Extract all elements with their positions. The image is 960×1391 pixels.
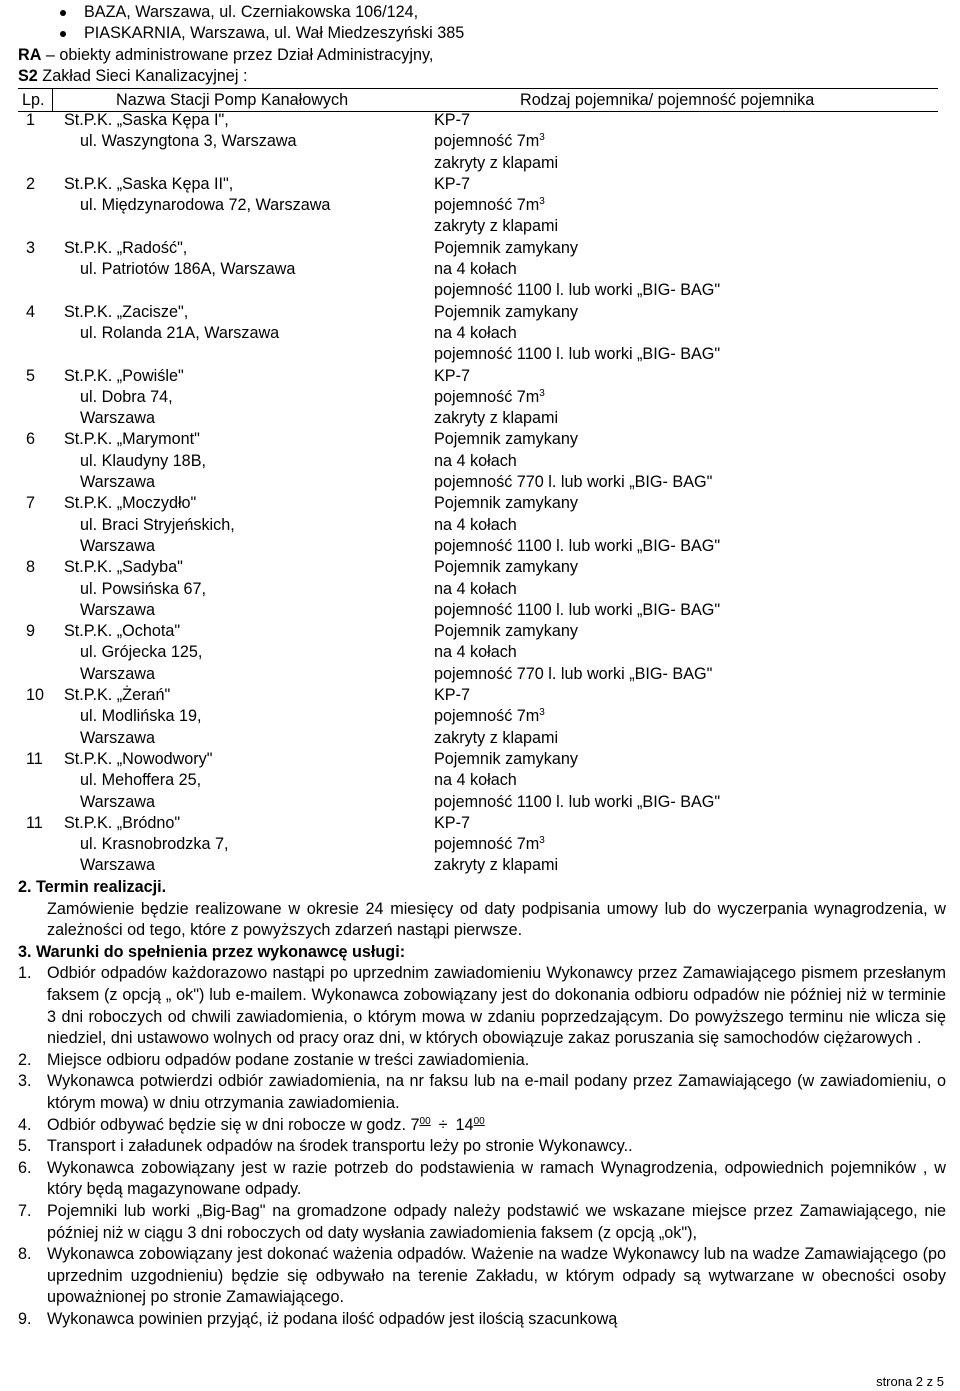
ra-text: – obiekty administrowane przez Dział Administracyjny, (41, 46, 434, 64)
station-name (64, 110, 297, 153)
condition-text: Wykonawca zobowiązany jest w razie potrzeb do podstawienia w ramach Wynagrodzenia, odpowiednich pojemników , w który będą magazynowane odpady. (47, 1158, 946, 1199)
kind-text: na 4 kołach (434, 579, 517, 598)
station-address: Warszawa (80, 473, 155, 492)
ra-line (18, 45, 433, 66)
condition-item (18, 1115, 946, 1137)
station-address: ul. Patriotów 186A, Warszawa (80, 260, 296, 279)
kind-line (434, 259, 720, 280)
station-address: ul. Braci Stryjeńskich, (80, 515, 235, 534)
condition-text: Odbiór odbywać będzie się w dni robocze w godz. 7 (47, 1115, 420, 1134)
kind-line (434, 557, 720, 578)
kind-text: Pojemnik zamykany (434, 558, 578, 577)
station-address: ul. Rolanda 21A, Warszawa (80, 323, 280, 342)
kind-text: Pojemnik zamykany (434, 749, 578, 768)
row-number: 4 (26, 302, 36, 321)
kind-line (434, 323, 720, 344)
kind-line (434, 579, 720, 600)
station-title: St.P.K. „Żerań" (64, 686, 171, 705)
station-address: ul. Grójecka 125, (80, 643, 203, 662)
kind-line (434, 472, 712, 493)
container-kind (434, 238, 720, 302)
time-superscript: 00 (473, 1115, 485, 1127)
container-kind (434, 621, 712, 685)
kind-line (434, 600, 720, 621)
station-name (64, 366, 184, 430)
container-kind (434, 685, 558, 749)
kind-text: pojemność 770 l. lub worki „BIG- BAG" (434, 664, 713, 683)
kind-line (434, 195, 558, 216)
conditions-list (18, 963, 946, 1330)
bullet-item (58, 2, 464, 23)
kind-text: na 4 kołach (434, 260, 517, 279)
table-row (0, 238, 960, 302)
s2-abbr: S2 (18, 67, 38, 85)
station-name (64, 813, 228, 877)
condition-number: 1. (18, 964, 32, 983)
bullet-icon (60, 31, 66, 37)
table-row (0, 174, 960, 238)
station-name (64, 493, 235, 557)
station-title: St.P.K. „Zacisze", (64, 302, 189, 321)
ra-abbr: RA (18, 46, 42, 64)
container-kind (434, 493, 720, 557)
section2-heading: 2. Termin realizacji. (18, 878, 167, 896)
kind-line (434, 706, 558, 727)
kind-text: KP-7 (434, 366, 470, 385)
station-name (64, 621, 202, 685)
bullet-text: BAZA, Warszawa, ul. Czerniakowska 106/124, (84, 3, 419, 21)
header-kind: Rodzaj pojemnika/ pojemność pojemnika (520, 91, 815, 109)
kind-line (434, 451, 712, 472)
station-address: Warszawa (80, 664, 155, 683)
kind-text: pojemność 1100 l. lub worki „BIG- BAG" (434, 345, 721, 364)
header-lp: Lp. (22, 91, 45, 109)
kind-line (434, 429, 712, 450)
station-address: ul. Międzynarodowa 72, Warszawa (80, 196, 331, 215)
condition-item (18, 1136, 946, 1158)
kind-line (434, 749, 720, 770)
table-row (0, 302, 960, 366)
container-kind (434, 749, 720, 813)
container-kind (434, 366, 558, 430)
kind-line (434, 174, 558, 195)
kind-line (434, 515, 720, 536)
station-title: St.P.K. „Sadyba" (64, 558, 183, 577)
station-title: St.P.K. „Marymont" (64, 430, 200, 449)
station-title: St.P.K. „Powiśle" (64, 366, 184, 385)
kind-line (434, 728, 558, 749)
kind-text: KP-7 (434, 686, 470, 705)
kind-line (434, 834, 558, 855)
kind-text: pojemność 770 l. lub worki „BIG- BAG" (434, 473, 713, 492)
station-address: ul. Dobra 74, (80, 387, 173, 406)
container-kind (434, 557, 720, 621)
condition-item (18, 1309, 946, 1331)
station-name (64, 238, 295, 281)
kind-line (434, 855, 558, 876)
station-address: Warszawa (80, 856, 155, 875)
unit-superscript: 3 (539, 835, 545, 847)
condition-text: Wykonawca potwierdzi odbiór zawiadomienia, na nr faksu lub na e-mail podany przez Zamawiającego (w zawiadomieniu, o którym mowa) w dniu otrzymania zawiadomienia. (47, 1072, 946, 1112)
kind-text: KP-7 (434, 813, 470, 832)
station-address: ul. Klaudyny 18B, (80, 451, 206, 470)
kind-text: na 4 kołach (434, 771, 517, 790)
range-separator: ÷ (438, 1115, 448, 1134)
kind-line (434, 792, 720, 813)
container-kind (434, 813, 558, 877)
kind-line (434, 302, 720, 323)
condition-item (18, 963, 946, 1049)
condition-text: Pojemniki lub worki „Big-Bag" na gromadzone odpady należy podstawić we wskazane miejsce przez Zamawiającego, nie później niż w ciągu 3 dni roboczych od daty wysłania zawiadomienia faksem (z opcją „ok"), (47, 1201, 946, 1242)
condition-item (18, 1201, 946, 1244)
condition-text: Wykonawca powinien przyjąć, iż podana ilość odpadów jest ilością szacunkową (47, 1309, 618, 1328)
header-name: Nazwa Stacji Pomp Kanałowych (116, 91, 349, 109)
kind-text: Pojemnik zamykany (434, 302, 578, 321)
kind-line (434, 280, 720, 301)
condition-text: Odbiór odpadów każdorazowo nastąpi po uprzednim zawiadomieniu Wykonawcy przez Zamawiającego pismem przesłanym faksem (z opcją „ ok") lub e-mailem. Wykonawca zobowiązany jest do dokonania odbioru odpadów nie później niż w terminie 3 dni roboczych od chwili zawiadomienia, o którym mowa w zdaniu poprzedzającym. Do powyższego terminu nie wlicza się niedziel, dni ustawowo wolnych od pracy oraz dni, w których obowiązuje zakaz poruszania się samochodów ciężarowych . (47, 964, 946, 1048)
station-address: ul. Krasnobrodzka 7, (80, 835, 229, 854)
kind-line (434, 387, 558, 408)
kind-text: zakryty z klapami (434, 409, 559, 428)
kind-text: zakryty z klapami (434, 728, 559, 747)
kind-line (434, 536, 720, 557)
kind-text: na 4 kołach (434, 643, 517, 662)
kind-line (434, 408, 558, 429)
kind-line (434, 110, 558, 131)
table-row (0, 366, 960, 430)
kind-text: pojemność 1100 l. lub worki „BIG- BAG" (434, 536, 721, 555)
row-number: 11 (26, 813, 43, 832)
table-row (0, 493, 960, 557)
row-number: 6 (26, 430, 36, 449)
kind-text: KP-7 (434, 111, 470, 129)
kind-text: Pojemnik zamykany (434, 430, 578, 449)
row-number: 7 (26, 494, 36, 513)
table-row (0, 429, 960, 493)
station-title: St.P.K. „Saska Kępa I", (64, 111, 229, 129)
kind-text: na 4 kołach (434, 323, 517, 342)
kind-text: Pojemnik zamykany (434, 238, 578, 257)
station-title: St.P.K. „Moczydło" (64, 494, 197, 513)
bullet-item (58, 23, 464, 44)
kind-text: na 4 kołach (434, 451, 517, 470)
station-address: ul. Waszyngtona 3, Warszawa (80, 132, 297, 151)
condition-item (18, 1158, 946, 1201)
table-row (0, 749, 960, 813)
kind-line (434, 685, 558, 706)
condition-text: Miejsce odbioru odpadów podane zostanie w treści zawiadomienia. (47, 1050, 530, 1069)
station-address: ul. Powsińska 67, (80, 579, 206, 598)
station-name (64, 749, 213, 813)
station-address: ul. Modlińska 19, (80, 707, 202, 726)
station-name (64, 685, 201, 749)
station-title: St.P.K. „Ochota" (64, 622, 181, 641)
station-address: Warszawa (80, 728, 155, 747)
condition-item (18, 1244, 946, 1309)
bullet-text: PIASKARNIA, Warszawa, ul. Wał Miedzeszyński 385 (84, 24, 465, 42)
kind-text: zakryty z klapami (434, 217, 559, 236)
station-title: St.P.K. „Bródno" (64, 813, 181, 832)
bullet-list (58, 2, 464, 44)
kind-text: KP-7 (434, 174, 470, 193)
row-number: 8 (26, 558, 36, 577)
section3-heading: 3. Warunki do spełnienia przez wykonawcę usługi: (18, 942, 406, 961)
station-name (64, 302, 279, 345)
kind-text: pojemność 7m (434, 196, 540, 215)
kind-text: pojemność 1100 l. lub worki „BIG- BAG" (434, 792, 721, 811)
header-divider (52, 89, 53, 111)
station-name (64, 174, 330, 217)
condition-text: Transport i załadunek odpadów na środek transportu leży po stronie Wykonawcy.. (47, 1137, 633, 1156)
table-row (0, 110, 960, 174)
station-address: Warszawa (80, 600, 155, 619)
sections (18, 877, 946, 1330)
row-number: 2 (26, 174, 36, 193)
container-kind (434, 302, 720, 366)
condition-number: 3. (18, 1072, 32, 1091)
condition-number: 6. (18, 1158, 32, 1177)
table-row (0, 621, 960, 685)
kind-line (434, 344, 720, 365)
kind-text: na 4 kołach (434, 515, 517, 534)
page-footer: strona 2 z 5 (876, 1374, 944, 1389)
unit-superscript: 3 (539, 387, 545, 399)
unit-superscript: 3 (539, 196, 545, 208)
station-name (64, 429, 206, 493)
s2-text: Zakład Sieci Kanalizacyjnej : (37, 67, 248, 85)
table-row (0, 813, 960, 877)
kind-line (434, 813, 558, 834)
kind-text: pojemność 1100 l. lub worki „BIG- BAG" (434, 600, 721, 619)
row-number: 11 (26, 749, 43, 768)
condition-number: 7. (18, 1201, 32, 1220)
row-number: 3 (26, 238, 36, 257)
table-header (18, 88, 938, 112)
condition-number: 8. (18, 1245, 32, 1264)
row-number: 5 (26, 366, 36, 385)
container-kind (434, 110, 558, 174)
time-end: 14 (455, 1115, 474, 1134)
kind-line (434, 642, 712, 663)
kind-text: pojemność 7m (434, 132, 540, 151)
station-address: Warszawa (80, 792, 155, 811)
container-kind (434, 429, 712, 493)
table-row (0, 557, 960, 621)
section2-text: Zamówienie będzie realizowane w okresie 24 miesięcy od daty podpisania umowy lub do wyczerpania wynagrodzenia, w zależności od tego, które z powyższych zdarzeń nastąpi pierwsze. (47, 899, 946, 940)
kind-text: pojemność 1100 l. lub worki „BIG- BAG" (434, 281, 721, 300)
condition-number: 5. (18, 1137, 32, 1156)
time-superscript: 00 (419, 1115, 431, 1127)
unit-superscript: 3 (539, 132, 545, 144)
kind-line (434, 131, 558, 152)
kind-text: zakryty z klapami (434, 856, 559, 875)
table-row (0, 685, 960, 749)
station-title: St.P.K. „Radość", (64, 238, 188, 257)
row-number: 1 (26, 111, 36, 129)
kind-line (434, 493, 720, 514)
condition-number: 4. (18, 1115, 32, 1134)
station-address: ul. Mehoffera 25, (80, 771, 202, 790)
condition-number: 2. (18, 1050, 32, 1069)
station-address: Warszawa (80, 409, 155, 428)
kind-text: pojemność 7m (434, 707, 540, 726)
kind-text: pojemność 7m (434, 387, 540, 406)
condition-text: Wykonawca zobowiązany jest dokonać ważenia odpadów. Ważenie na wadze Wykonawcy lub na wadze Zamawiającego (po uprzednim uzgodnieniu) będzie się odbywało na terenie Zakładu, w którym odpady są wytwarzane w obecności osoby upoważnionej po stronie Zamawiającego. (47, 1245, 946, 1307)
station-table (0, 110, 960, 877)
s2-line (18, 66, 247, 87)
row-number: 9 (26, 622, 36, 641)
container-kind (434, 174, 558, 238)
kind-line (434, 216, 558, 237)
kind-line (434, 238, 720, 259)
unit-superscript: 3 (539, 707, 545, 719)
station-address: Warszawa (80, 536, 155, 555)
kind-text: pojemność 7m (434, 835, 540, 854)
kind-text: Pojemnik zamykany (434, 494, 578, 513)
condition-item (18, 1071, 946, 1114)
station-name (64, 557, 206, 621)
kind-line (434, 153, 558, 174)
condition-item (18, 1050, 946, 1072)
kind-line (434, 366, 558, 387)
condition-number: 9. (18, 1309, 32, 1328)
kind-text: Pojemnik zamykany (434, 622, 578, 641)
kind-line (434, 621, 712, 642)
kind-line (434, 664, 712, 685)
station-title: St.P.K. „Saska Kępa II", (64, 174, 234, 193)
bullet-icon (60, 10, 66, 16)
kind-text: zakryty z klapami (434, 153, 559, 172)
kind-line (434, 770, 720, 791)
station-title: St.P.K. „Nowodwory" (64, 749, 213, 768)
row-number: 10 (26, 686, 45, 705)
